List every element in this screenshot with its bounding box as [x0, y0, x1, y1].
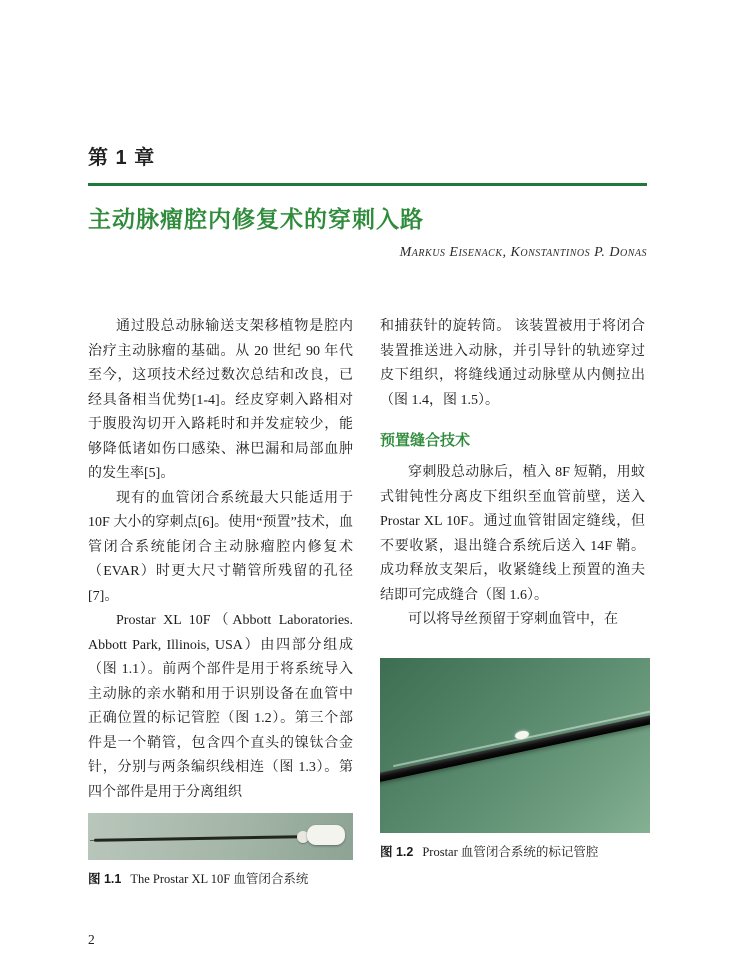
- figure-caption-text: Prostar 血管闭合系统的标记管腔: [422, 844, 599, 859]
- body-paragraph: 穿刺股总动脉后，植入 8F 短鞘，用蚊式钳钝性分离皮下组织至血管前壁，送入 Prostar XL 10F。通过血管钳固定缝线，但不要收紧，退出缝合系统后送入 14F 鞘。成功释放支架后，收紧缝线上预置的渔夫结即可完成缝合（图 1.6）。: [380, 465, 645, 603]
- page-title: 主动脉瘤腔内修复术的穿刺入路: [88, 206, 424, 232]
- body-paragraph: 和捕获针的旋转筒。 该装置被用于将闭合装置推送进入动脉，并引导针的轨迹穿过皮下组织，将缝线通过动脉壁从内侧拉出（图 1.4，图 1.5）。: [380, 319, 645, 408]
- right-column: [380, 315, 645, 887]
- body-paragraph: 通过股总动脉输送支架移植物是腔内治疗主动脉瘤的基础。从 20 世纪 90 年代至今，这项技术经过数次总结和改良，已经具备相当优势[1-4]。经皮穿刺入路相对于腹股沟切开入路耗时和并发症较少，能够降低诸如伤口感染、淋巴漏和局部血肿的发生率[5]。: [88, 319, 353, 481]
- section-heading: 预置缝合技术: [380, 432, 471, 449]
- left-column: [88, 315, 353, 887]
- figure-1-2: [380, 658, 645, 860]
- page-number: 2: [88, 932, 95, 947]
- figure-1-2-photo: [380, 658, 650, 833]
- authors-line: Markus Eisenack, Konstantinos P. Donas: [399, 245, 647, 260]
- figure-1-1-photo: [88, 813, 353, 860]
- body-paragraph: 现有的血管闭合系统最大只能适用于 10F 大小的穿刺点[6]。使用“预置”技术，血管闭合系统能闭合主动脉瘤腔内修复术（EVAR）时更大尺寸鞘管所残留的孔径[7]。: [88, 490, 353, 604]
- two-column-body: [88, 315, 647, 887]
- body-paragraph: Prostar XL 10F（Abbott Laboratories. Abbott Park, Illinois, USA）由四部分组成（图 1.1）。前两个部件是用于将系统导入主动脉的亲水鞘和用于识别设备在血管中正确位置的标记管腔（图 1.2）。第三个部件是一个鞘管，包含四个直头的镍钛合金针，分别与两条编织线相连（图 1.3）。第四个部件是用于分离组织: [88, 613, 353, 800]
- figure-1-2-caption: [380, 842, 645, 860]
- chapter-label: 第 1 章: [88, 147, 156, 169]
- marker-lumen-dot: [514, 730, 529, 741]
- figure-label: 图 1.1: [88, 872, 122, 886]
- chapter-rule: [88, 183, 647, 186]
- device-handle: [307, 825, 345, 845]
- figure-1-1: [88, 813, 353, 887]
- figure-1-1-caption: [88, 869, 353, 887]
- body-paragraph: 可以将导丝预留于穿刺血管中，在: [408, 612, 618, 627]
- device-shaft: [94, 835, 301, 842]
- figure-caption-text: The Prostar XL 10F 血管闭合系统: [130, 872, 309, 886]
- page-content: [88, 0, 647, 887]
- figure-label: 图 1.2: [380, 844, 414, 859]
